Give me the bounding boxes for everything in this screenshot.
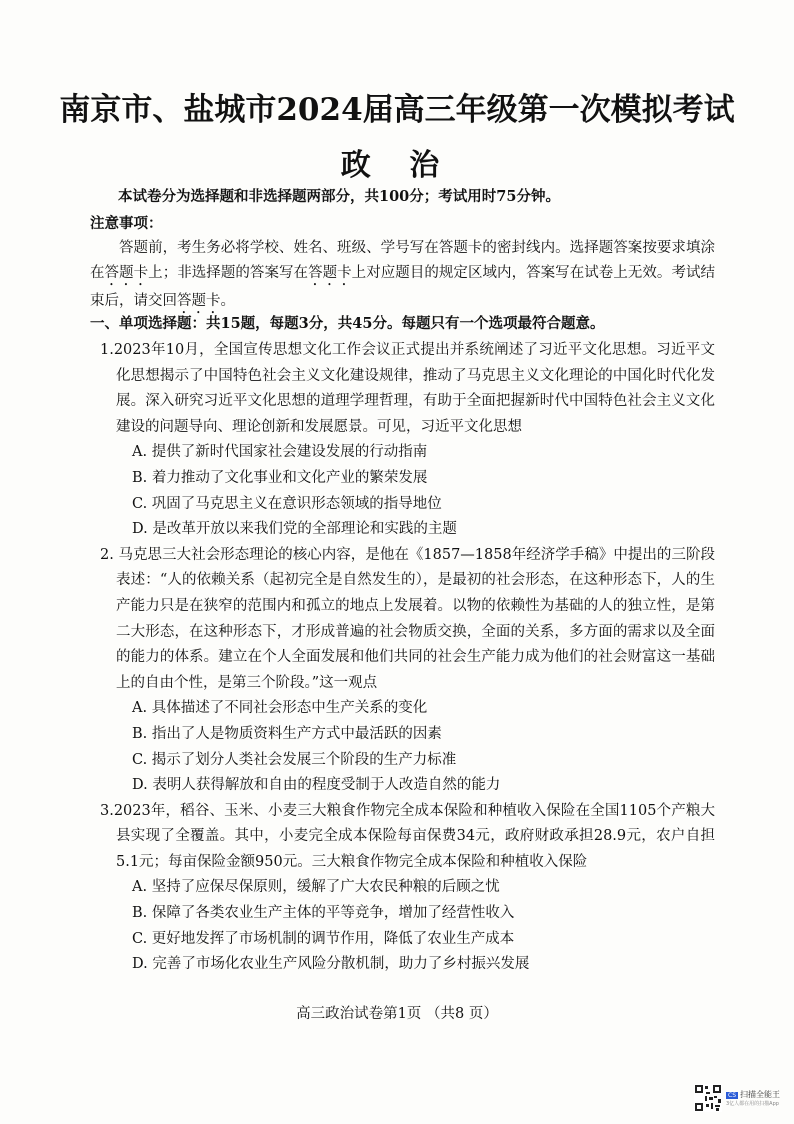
option-d: D. 完善了市场化农业生产风险分散机制，助力了乡村振兴发展 [132,956,530,973]
answer-card-emphasis: 答题卡 [177,293,221,309]
question-stem: 2. 马克思三大社会形态理论的核心内容，是他在《1857—1858年经济学手稿》中提出的三阶段表述：“人的依赖关系（起初完全是自然发生的），是最初的社会形态，在这种形态下，人的生产能力只是在狭窄的范围内和孤立的地点上发展着。以物的依赖性为基础的人的独立性，是第二大形态，在这种形态下，才形成普遍的社会物质交换，全面的关系，多方面的需求以及全面的能力的体系。建立在个人全面发展和他们共同的社会生产能力成为他们的社会财富这一基础上的自由个性，是第三个阶段。”这一观点 [100,546,715,691]
watermark-text [726,1089,780,1107]
answer-card-emphasis: 答题卡 [308,265,352,281]
qr-code-icon [694,1084,722,1112]
watermark-label [726,1089,780,1100]
option-c: C. 巩固了马克思主义在意识形态领域的指导地位 [132,495,442,512]
watermark-title: 扫描全能王 [740,1090,780,1099]
question-1 [90,338,715,543]
scanner-watermark [694,1080,790,1116]
notice-text: 。 [220,293,235,309]
option-d: D. 是改革开放以来我们党的全部理论和实践的主题 [132,521,457,538]
exam-intro: 本试卷分为选择题和非选择题两部分，共100分；考试用时75分钟。 [118,188,560,205]
notice-text: 答题前，考生务必将学校、姓名、班级、学号写在答题卡的密封线内。选择题答案按要求填涂在 [90,240,715,281]
option-b: B. 保障了各类农业生产主体的平等竞争，增加了经营性收入 [132,905,515,922]
question-stem: 3.2023年，稻谷、玉米、小麦三大粮食作物完全成本保险和种植收入保险在全国1105个产粮大县实现了全覆盖。其中，小麦完全成本保险每亩保费34元，政府财政承担28.9元，农户自担5.1元；每亩保险金额950元。三大粮食作物完全成本保险和种植收入保险 [100,802,715,870]
section-heading: 一、单项选择题：共15题，每题3分，共45分。每题只有一个选项最符合题意。 [90,315,605,332]
page-footer: 高三政治试卷第1页 （共8 页） [296,1006,498,1022]
option-b: B. 着力推动了文化事业和文化产业的繁荣发展 [132,469,428,486]
question-stem: 1.2023年10月，全国宣传思想文化工作会议正式提出并系统阐述了习近平文化思想。习近平文化思想揭示了中国特色社会主义文化建设规律，推动了马克思主义文化理论的中国化时代化发展。深入研究习近平文化思想的道理学理哲理，有助于全面把握新时代中国特色社会主义文化建设的问题导向、理论创新和发展愿景。可见，习近平文化思想 [100,342,715,435]
question-list [90,338,715,978]
option-c: C. 更好地发挥了市场机制的调节作用，降低了农业生产成本 [132,930,515,947]
option-c: C. 揭示了划分人类社会发展三个阶段的生产力标准 [132,751,457,768]
notice-heading: 注意事项： [90,215,163,232]
exam-title: 南京市、盐城市2024届高三年级第一次模拟考试 [59,92,735,128]
option-a: A. 坚持了应保尽保原则，缓解了广大农民种粮的后顾之忧 [132,879,500,896]
notice-text: 上；非选择题的答案写在 [148,265,309,281]
notice-body [90,236,715,317]
question-2 [90,543,715,799]
camscanner-logo-icon: CS [728,1092,736,1099]
subject-title: 政 治 [340,148,454,183]
question-3 [90,799,715,978]
option-d: D. 表明人获得解放和自由的程度受制于人改造自然的能力 [132,777,501,794]
watermark-subtitle: 3亿人都在用的扫描App [726,1101,779,1107]
notice-text: 上对应题目的规定区域内，答案写在试卷上无效。考试结束后，请交回 [90,265,716,309]
answer-card-emphasis: 答题卡 [104,265,149,281]
option-a: A. 提供了新时代国家社会建设发展的行动指南 [132,444,428,461]
option-a: A. 具体描述了不同社会形态中生产关系的变化 [132,700,428,717]
option-b: B. 指出了人是物质资料生产方式中最活跃的因素 [132,725,442,742]
